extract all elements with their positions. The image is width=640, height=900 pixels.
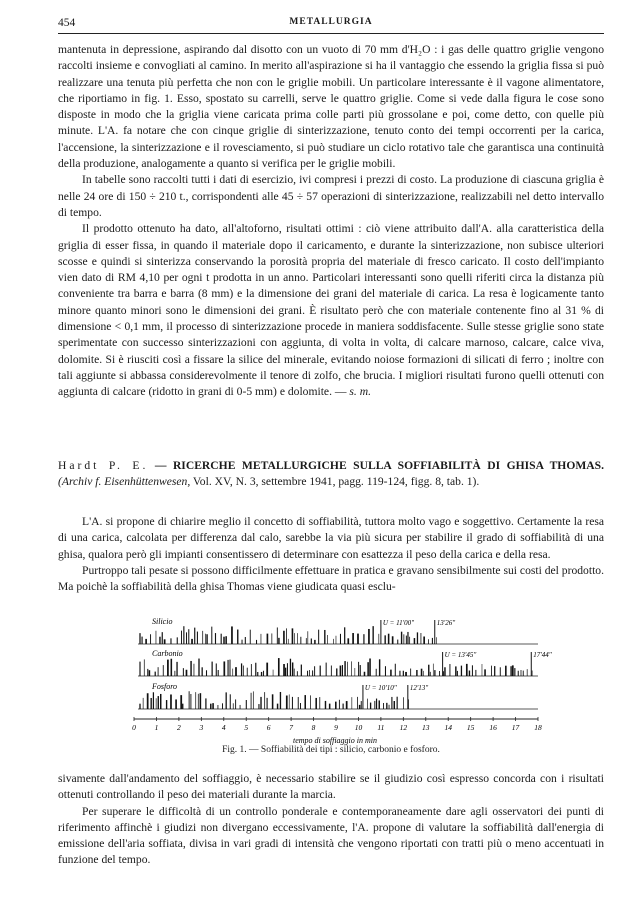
strip-row [138,649,552,676]
article-continuation [58,42,604,401]
event-label: U = 13'45" [444,651,477,659]
abstract-body [58,514,604,595]
axis-tick-label: 5 [244,723,249,732]
event-label: U = 11'00" [382,619,415,627]
figure-caption: Fig. 1. — Soffiabilità dei tipi : silicio, carbonio e fosforo. [222,745,440,755]
strip-label: Fosforo [152,682,178,691]
axis-tick-label: 3 [199,723,204,732]
axis-tick-label: 8 [311,723,316,732]
paragraph-6: sivamente dall'andamento del soffiaggio, è necessario stabilire se il giudizio così espresso concorda con i risultati ottenuti controllando il peso dei materiali durante la marcia. [58,772,604,802]
abstract-body-continued [58,771,604,869]
axis-tick-label: 0 [132,723,136,732]
header-rule [58,33,604,34]
event-label: 12'13" [409,684,429,692]
strip-row [138,682,538,709]
paragraph-4: L'A. si propone di chiarire meglio il concetto di soffiabilità, tuttora molto vago e soggettivo. Certamente la resa di una carica, calcolata per differenza dal calo, sarebbe la via più sicura per stabilire il grado di soffiabilità di una ghisa, qualora però gli impianti consentissero di determinare con esattezza il peso della carica e della resa. [58,515,604,561]
running-title: METALLURGIA [289,17,373,27]
paragraph-5: Purtroppo tali pesate si possono difficilmente effettuare in pratica e gravano sensibilmente sui costi del prodotto. Ma poichè la soffiabilità della ghisa Thomas viene giudicata quasi esclu- [58,563,604,594]
author-signature: s. m. [349,385,371,399]
reference-author: Hardt P. E. [58,459,149,472]
paragraph-1: mantenuta in depressione, aspirando dal disotto con un vuoto di 70 mm d'H₂O : i gas delle quattro griglie vengono raccolti insieme e convogliati al camino. In merito all'aspirazione si ha il vantaggio che essendo la griglia fissa si può realizzare una tenuta più perfetta che non con le griglie mobili. Un particolare interessante è il vagone alimentatore, che riportiamo in fig. 1. Esso, spostato su carrelli, serve le quattro griglie. Come si vede dalla figura le cose sono disposte in modo che la griglia viene caricata prima colle parti più grossolane e poi, come detto, con quelle più minute. L'A. fa notare che con cinque griglie di sinterizzazione, tenuto conto dei tempi occorrenti per la carica, l'accensione, la sinterizzazione e il rovesciamento, si può studiare un ciclo rotativo tale che garantisca una continuità della produzione, analogamente a quanto si verifica per le griglie mobili. [58,43,604,171]
blowing-diagram [118,609,552,761]
event-label: U = 10'10" [364,684,397,692]
axis-tick-label: 4 [221,723,226,732]
axis-tick-label: 2 [177,723,181,732]
event-label: 17'44" [533,651,552,659]
page-header [58,17,604,33]
paragraph-3 [58,221,604,400]
axis-tick-label: 15 [466,723,475,732]
reference-details: Vol. XV, N. 3, settembre 1941, pagg. 119-124, figg. 8, tab. 1). [192,475,480,489]
axis-tick-label: 16 [489,723,497,732]
axis-tick-label: 14 [444,723,452,732]
axis-tick-label: 13 [422,723,430,732]
axis-tick-label: 1 [154,723,159,732]
axis-tick-label: 17 [511,723,520,732]
paragraph-2: In tabelle sono raccolti tutti i dati di esercizio, ivi compresi i prezzi di costo. La produzione di ciascuna griglia è nelle 24 ore di 150 ÷ 210 t., corrispondenti alle 45 ÷ 57 operazioni di sinterizzazione, realizzabili nel detto intervallo di tempo. [58,173,604,219]
axis-tick-label: 6 [266,723,271,732]
time-axis-label: tempo di soffiaggio in min [293,736,377,745]
strip-label: Carbonio [152,649,183,658]
axis-tick-label: 12 [399,723,408,732]
event-label: 13'26" [436,619,456,627]
strip-label: Silicio [152,617,173,626]
strip-row [138,617,538,644]
abstract-reference [58,458,604,491]
reference-title: — RICERCHE METALLURGICHE SULLA SOFFIABILITÀ DI GHISA THOMAS. [154,459,604,472]
axis-tick-label: 9 [334,723,338,732]
reference-citation [58,458,604,491]
page-number: 454 [58,17,76,29]
reference-source: (Archiv f. Eisenhüttenwesen, [58,475,191,489]
paragraph-7: Per superare le difficoltà di un controllo ponderale e contemporaneamente dare agli osservatori dei punti di riferimento affinchè i giudizi non divergano eccessivamente, l'A. propone di valutare la soffiabilità dall'energia di emissione dell'aria soffiata, divisa in vari gradi di intensità che vengono riportati con tratti più o meno accentuati in funzione del tempo. [58,804,604,867]
axis-tick-label: 18 [534,723,542,732]
axis-tick-label: 7 [289,723,293,732]
axis-tick-label: 10 [354,723,363,732]
paragraph-3-text: Il prodotto ottenuto ha dato, all'altoforno, risultati ottimi : ciò viene attribuito dall'A. alla caratteristica della griglia di esser fissa, in quando il materiale dopo il caricamento, e durante la sinterizzazione, non subisce ulteriori scosse e quindi si sinterizza conservando la porosità propria del materiale di fresco caricato. Il costo dell'impianto vien dato di RM 4,10 per ogni t prodotta in un anno. Particolari interessanti sono quelli riferiti circa la distanza più conveniente tra barra e barra (8 mm) e la dimensione dei grani del materiale di carica. La resa è logicamente tanto minore quanto minori sono le dimensioni dei grani. È risultato però che con materiale contenente fino al 31 % di dimensione < 0,1 mm, il processo di sinterizzazione procede in maniera soddisfacente. Sulle stesse griglie sono state sperimentate con successo sinterizzazioni con aggiunta, di volta in volta, di calcare marnoso, calcare, calce viva, dolomite. Si è riusciti così a fissare la silice del minerale, evitando noiose formazioni di silicati di ferro ; inoltre con tali aggiunte si abbassa considerevolmente il tenore di zolfo, che brucia. I migliori risultati furono quelli ottenuti con aggiunta di calcare (ridotto in grani di 0-5 mm) e dolomite. — [58,222,604,399]
axis-tick-label: 11 [377,723,385,732]
